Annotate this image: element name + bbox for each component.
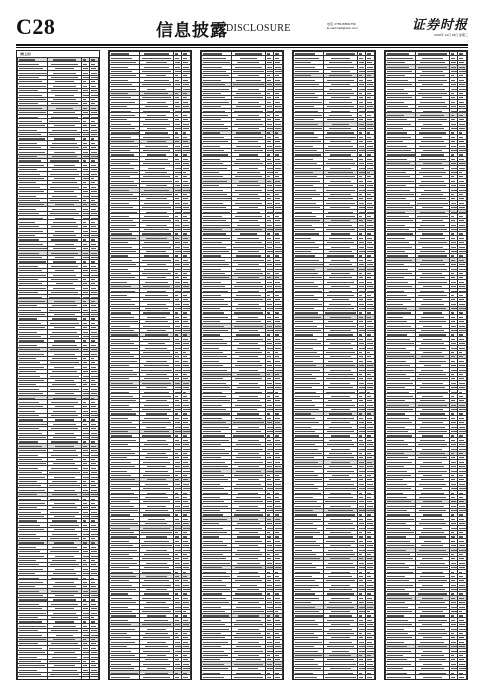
contact-email: E-mail:zqsb@stcn.com xyxy=(327,26,358,30)
disclosure-column xyxy=(108,50,192,680)
table-cell xyxy=(18,677,48,680)
contact-phone: 电话: 0755-83501750 xyxy=(327,22,356,26)
disclosure-table xyxy=(293,51,375,680)
table-cell xyxy=(202,679,232,680)
table-row xyxy=(386,679,467,680)
disclosure-columns xyxy=(16,50,468,680)
table-cell xyxy=(48,677,81,680)
header-rule xyxy=(16,44,468,46)
masthead xyxy=(406,14,468,37)
table-cell xyxy=(90,677,99,680)
table-row xyxy=(294,679,375,680)
disclosure-column xyxy=(384,50,468,680)
header-rule-thin xyxy=(16,47,468,48)
disclosure-column xyxy=(292,50,376,680)
table-cell xyxy=(416,679,449,680)
disclosure-table xyxy=(201,51,283,680)
contact-info xyxy=(327,22,397,30)
table-row xyxy=(110,679,191,680)
section-title-cn: 信息披露 xyxy=(156,21,228,41)
disclosure-column xyxy=(16,50,100,680)
table-cell xyxy=(232,679,265,680)
table-row xyxy=(18,677,99,680)
disclosure-column xyxy=(200,50,284,680)
table-cell xyxy=(386,679,416,680)
table-cell xyxy=(140,679,173,680)
disclosure-table xyxy=(385,51,467,680)
table-cell xyxy=(274,679,283,680)
table-cell xyxy=(265,679,274,680)
table-cell xyxy=(324,679,357,680)
disclosure-table xyxy=(17,57,99,680)
table-cell xyxy=(81,677,90,680)
newspaper-logo: 证券时报 xyxy=(411,18,468,33)
table-row xyxy=(202,679,283,680)
section-title-en: DISCLOSURE xyxy=(226,23,291,34)
table-cell xyxy=(173,679,182,680)
disclosure-table xyxy=(109,51,191,680)
table-cell xyxy=(357,679,366,680)
table-cell xyxy=(366,679,375,680)
table-cell xyxy=(458,679,467,680)
table-cell xyxy=(449,679,458,680)
column-continuation-label: （续上页） xyxy=(18,52,34,56)
table-cell xyxy=(294,679,324,680)
table-cell xyxy=(182,679,191,680)
issue-date: 2019年 12月 18日 星期三 xyxy=(434,33,468,37)
page-header xyxy=(16,14,468,44)
table-cell xyxy=(110,679,140,680)
page-number: C28 xyxy=(16,14,56,39)
